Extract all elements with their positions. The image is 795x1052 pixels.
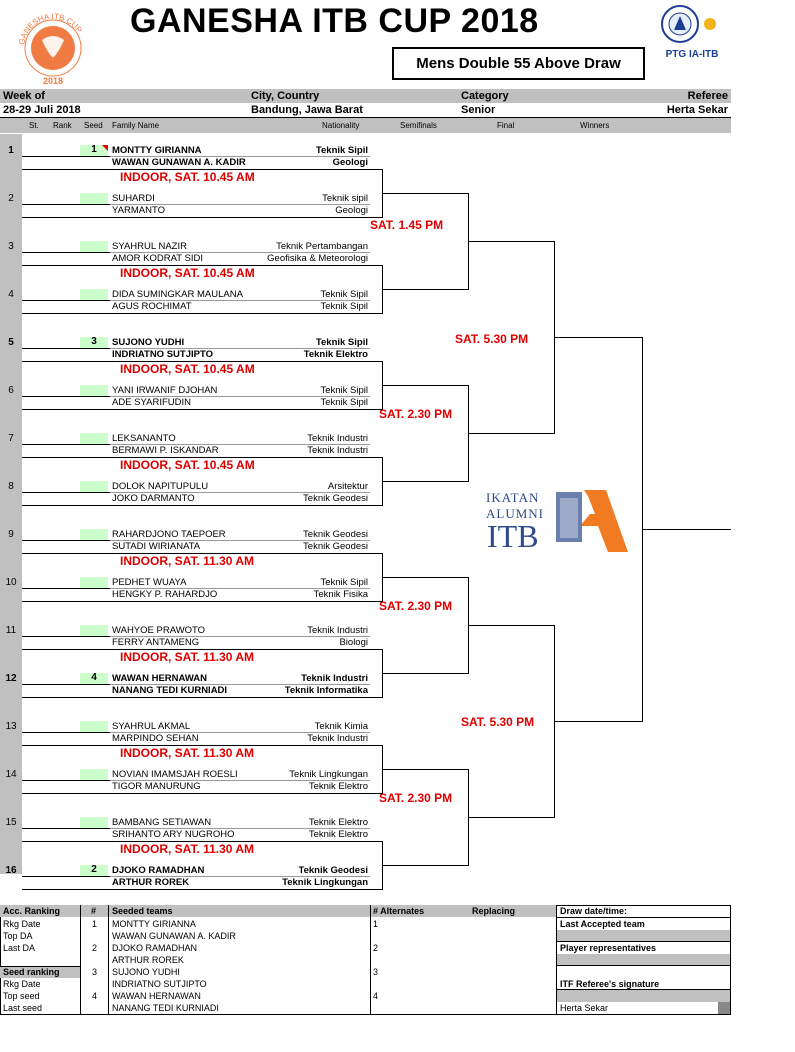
bracket-connector xyxy=(554,721,642,722)
player-name: LEKSANANTO xyxy=(112,433,176,444)
header-row-labels xyxy=(0,89,731,103)
match-time: SAT. 1.45 PM xyxy=(370,218,444,232)
player-affiliation: Teknik Sipil xyxy=(315,337,368,348)
position-number: 2 xyxy=(8,193,14,204)
replacing-label: Replacing xyxy=(472,906,516,916)
player-affiliation: Teknik Industri xyxy=(307,445,368,456)
player-name: SUHARDI xyxy=(112,193,155,204)
svg-text:GANESHA ITB CUP: GANESHA ITB CUP xyxy=(17,11,84,46)
match-time: SAT. 2.30 PM xyxy=(379,407,453,421)
signature-box xyxy=(718,1002,730,1014)
bracket-connector xyxy=(468,625,554,626)
week-value: 28-29 Juli 2018 xyxy=(3,104,81,116)
draw-slot-line xyxy=(22,780,110,781)
player-affiliation: Teknik Lingkungan xyxy=(282,877,368,888)
svg-text:PTG IA-ITB: PTG IA-ITB xyxy=(665,49,719,60)
footer-divider xyxy=(80,905,81,1015)
col-winners: Winners xyxy=(580,121,610,130)
bracket-connector xyxy=(382,577,468,578)
seed-number: 2 xyxy=(91,864,97,875)
alternate-number: 1 xyxy=(373,919,379,929)
bracket-connector xyxy=(382,481,468,482)
position-number: 12 xyxy=(5,673,17,684)
player-affiliation: Teknik Elektro xyxy=(308,781,368,792)
header-row-values xyxy=(0,103,731,117)
player-name: ADE SYARIFUDIN xyxy=(112,397,192,408)
draw-subtitle: Mens Double 55 Above Draw xyxy=(392,47,645,80)
player-name: DIDA SUMINGKAR MAULANA xyxy=(112,289,243,300)
player-name: FERRY ANTAMENG xyxy=(112,637,200,648)
seed-number: 2 xyxy=(92,943,98,953)
col-semifinals: Semifinals xyxy=(400,121,437,130)
player-affiliation: Teknik Industri xyxy=(307,625,368,636)
match-time: INDOOR, SAT. 11.30 AM xyxy=(120,842,255,856)
svg-text:2018: 2018 xyxy=(42,76,64,86)
seeded-player: NANANG TEDI KURNIADI xyxy=(112,1003,219,1013)
player-affiliation: Teknik Industri xyxy=(301,673,368,684)
bracket-connector xyxy=(382,289,468,290)
footer-shade xyxy=(557,954,730,965)
bracket-connector xyxy=(382,385,468,386)
draw-slot-line xyxy=(22,300,110,301)
draw-slot-line xyxy=(22,876,110,877)
player-name: SUTADI WIRIANATA xyxy=(112,541,201,552)
alumni-a-icon xyxy=(550,490,628,552)
bracket-connector xyxy=(468,817,554,818)
last-accepted-label: Last Accepted team xyxy=(560,919,645,929)
match-time: SAT. 5.30 PM xyxy=(461,715,535,729)
seed-box xyxy=(80,769,108,780)
player-affiliation: Teknik Sipil xyxy=(320,385,368,396)
player-name: SYAHRUL NAZIR xyxy=(112,241,187,252)
position-number: 5 xyxy=(8,337,14,348)
city-value: Bandung, Jawa Barat xyxy=(251,104,363,116)
seed-box xyxy=(80,481,108,492)
page-title: GANESHA ITB CUP 2018 xyxy=(130,2,539,40)
seed-number: 4 xyxy=(91,672,97,683)
bracket-connector xyxy=(382,769,468,770)
position-number: 14 xyxy=(5,769,17,780)
bracket-connector xyxy=(468,433,554,434)
sponsor-line1: IKATAN xyxy=(486,490,540,505)
player-name: AGUS ROCHIMAT xyxy=(112,301,192,312)
column-headers xyxy=(0,118,731,133)
player-name: NOVIAN IMAMSJAH ROESLI xyxy=(112,769,238,780)
draw-slot-line xyxy=(22,889,382,890)
seed-box xyxy=(80,577,108,588)
draw-slot-line xyxy=(22,828,110,829)
player-name: WAWAN GUNAWAN A. KADIR xyxy=(112,157,246,168)
draw-slot-line xyxy=(22,684,110,685)
player-name: SRIHANTO ARY NUGROHO xyxy=(112,829,235,840)
player-affiliation: Teknik Industri xyxy=(307,433,368,444)
player-affiliation: Teknik Sipil xyxy=(315,145,368,156)
footer-divider xyxy=(370,905,371,1015)
player-name: DJOKO RAMADHAN xyxy=(112,865,205,876)
hash-label: # xyxy=(91,906,97,916)
seed-ranking-label: Seed ranking xyxy=(3,967,60,977)
draw-slot-line xyxy=(22,793,382,794)
player-affiliation: Teknik Industri xyxy=(307,733,368,744)
match-time: INDOOR, SAT. 11.30 AM xyxy=(120,650,255,664)
position-number: 3 xyxy=(8,241,14,252)
position-number: 13 xyxy=(5,721,17,732)
alternate-number: 2 xyxy=(373,943,379,953)
alternates-label: # Alternates xyxy=(373,906,425,916)
tournament-logo xyxy=(14,6,92,86)
seed-box xyxy=(80,529,108,540)
acc-ranking-label: Acc. Ranking xyxy=(3,906,61,916)
seed-box xyxy=(80,193,108,204)
week-label: Week of xyxy=(3,90,45,102)
sponsor-line3: ITB xyxy=(487,518,539,554)
player-name: BAMBANG SETIAWAN xyxy=(112,817,212,828)
player-affiliation: Biologi xyxy=(339,637,368,648)
position-number: 7 xyxy=(8,433,14,444)
seeded-player: DJOKO RAMADHAN xyxy=(112,943,198,953)
match-time: INDOOR, SAT. 10.45 AM xyxy=(120,170,255,184)
player-affiliation: Teknik Elektro xyxy=(303,349,368,360)
player-affiliation: Geofisika & Meteorologi xyxy=(267,253,368,264)
bracket-connector xyxy=(382,193,468,194)
seed-box xyxy=(80,385,108,396)
position-number: 6 xyxy=(8,385,14,396)
bracket-connector xyxy=(468,241,554,242)
position-number: 10 xyxy=(5,577,17,588)
draw-date-label: Draw date/time: xyxy=(560,906,628,916)
player-affiliation: Teknik Geodesi xyxy=(303,493,368,504)
draw-slot-line xyxy=(22,156,110,157)
seed-box xyxy=(80,289,108,300)
winner-line xyxy=(642,529,731,530)
position-number: 1 xyxy=(8,145,14,156)
position-number: 15 xyxy=(5,817,17,828)
player-name: SUJONO YUDHI xyxy=(112,337,185,348)
player-affiliation: Geologi xyxy=(332,157,368,168)
draw-slot-line xyxy=(22,444,110,445)
player-affiliation: Teknik Lingkungan xyxy=(289,769,368,780)
seed-number: 1 xyxy=(92,919,98,929)
player-name: MARPINDO SEHAN xyxy=(112,733,199,744)
seed-box xyxy=(80,433,108,444)
draw-slot-line xyxy=(22,601,382,602)
position-number: 16 xyxy=(5,865,17,876)
player-name: INDRIATNO SUTJIPTO xyxy=(112,349,213,360)
bracket-connector xyxy=(382,865,468,866)
col-final: Final xyxy=(497,121,515,130)
category-label: Category xyxy=(461,90,509,102)
player-affiliation: Geologi xyxy=(335,205,368,216)
col-seed: Seed xyxy=(84,121,103,130)
sponsor-logo xyxy=(484,488,630,554)
footer-shade xyxy=(557,930,730,941)
category-value: Senior xyxy=(461,104,496,116)
player-affiliation: Teknik Sipil xyxy=(320,301,368,312)
draw-slot-line xyxy=(22,204,110,205)
last-seed-label: Last seed xyxy=(3,1003,43,1013)
draw-slot-line xyxy=(22,540,110,541)
rkg-date-label: Rkg Date xyxy=(3,979,41,989)
player-name: WAHYOE PRAWOTO xyxy=(112,625,206,636)
draw-slot-line xyxy=(22,697,382,698)
match-time: SAT. 5.30 PM xyxy=(455,332,529,346)
footer-divider xyxy=(108,905,109,1015)
player-affiliation: Teknik Pertambangan xyxy=(276,241,368,252)
city-label: City, Country xyxy=(251,90,320,102)
player-affiliation: Teknik Sipil xyxy=(320,289,368,300)
alternate-number: 4 xyxy=(373,991,379,1001)
sponsor-line2: ALUMNI xyxy=(486,506,544,521)
player-affiliation: Teknik Geodesi xyxy=(298,865,368,876)
seeded-player: INDRIATNO SUTJIPTO xyxy=(112,979,207,989)
seed-box xyxy=(80,817,108,828)
player-affiliation: Teknik Elektro xyxy=(308,829,368,840)
alternate-number: 3 xyxy=(373,967,379,977)
player-name: JOKO DARMANTO xyxy=(112,493,195,504)
itf-signature-label: ITF Referee's signature xyxy=(560,979,660,989)
referee-name: Herta Sekar xyxy=(560,1003,609,1013)
footer-divider xyxy=(556,917,731,918)
top-seed-label: Top seed xyxy=(3,991,40,1001)
position-number: 11 xyxy=(5,625,17,636)
bracket-connector xyxy=(382,673,468,674)
seeded-teams-label: Seeded teams xyxy=(112,906,173,916)
player-affiliation: Teknik Geodesi xyxy=(303,529,368,540)
player-name: RAHARDJONO TAEPOER xyxy=(112,529,226,540)
footer-divider xyxy=(556,941,731,942)
player-name: AMOR KODRAT SIDI xyxy=(112,253,203,264)
col-nationality: Nationality xyxy=(322,121,360,130)
player-affiliation: Teknik Informatika xyxy=(284,685,368,696)
player-name: PEDHET WUAYA xyxy=(112,577,187,588)
draw-slot-line xyxy=(22,505,382,506)
position-number: 9 xyxy=(8,529,14,540)
comment-marker-icon xyxy=(102,145,108,151)
seeded-player: WAWAN HERNAWAN xyxy=(112,991,201,1001)
seeded-player: WAWAN GUNAWAN A. KADIR xyxy=(112,931,236,941)
match-time: INDOOR, SAT. 11.30 AM xyxy=(120,554,255,568)
referee-label: Referee xyxy=(687,90,728,102)
seed-number: 1 xyxy=(91,144,97,155)
seed-number: 3 xyxy=(91,336,97,347)
seed-box xyxy=(80,625,108,636)
player-affiliation: Teknik Fisika xyxy=(313,589,368,600)
match-time: INDOOR, SAT. 10.45 AM xyxy=(120,458,255,472)
seeded-player: MONTTY GIRIANNA xyxy=(112,919,196,929)
col-rank: Rank xyxy=(53,121,72,130)
player-name: YANI IRWANIF DJOHAN xyxy=(112,385,218,396)
player-affiliation: Arsitektur xyxy=(327,481,368,492)
seed-box xyxy=(80,721,108,732)
position-number: 8 xyxy=(8,481,14,492)
player-name: DOLOK NAPITUPULU xyxy=(112,481,209,492)
match-time: INDOOR, SAT. 10.45 AM xyxy=(120,266,255,280)
draw-slot-line xyxy=(22,588,110,589)
footer-divider xyxy=(556,965,731,966)
draw-slot-line xyxy=(22,409,382,410)
player-name: BERMAWI P. ISKANDAR xyxy=(112,445,219,456)
seed-number: 3 xyxy=(92,967,98,977)
player-name: NANANG TEDI KURNIADI xyxy=(112,685,228,696)
ptg-logo xyxy=(652,4,732,62)
rkg-date-label: Rkg Date xyxy=(3,919,41,929)
seed-box xyxy=(80,241,108,252)
position-number: 4 xyxy=(8,289,14,300)
draw-slot-line xyxy=(22,313,382,314)
player-name: YARMANTO xyxy=(112,205,165,216)
player-affiliation: Teknik sipil xyxy=(322,193,368,204)
last-da-label: Last DA xyxy=(3,943,36,953)
top-da-label: Top DA xyxy=(3,931,33,941)
draw-slot-line xyxy=(22,732,110,733)
player-affiliation: Teknik Sipil xyxy=(320,397,368,408)
draw-slot-line xyxy=(22,636,110,637)
match-time: SAT. 2.30 PM xyxy=(379,599,453,613)
col-family: Family Name xyxy=(112,121,160,130)
draw-slot-line xyxy=(22,396,110,397)
draw-slot-line xyxy=(22,217,382,218)
col-st: St. xyxy=(29,121,39,130)
player-affiliation: Teknik Sipil xyxy=(320,577,368,588)
player-affiliation: Teknik Elektro xyxy=(308,817,368,828)
seeded-player: SUJONO YUDHI xyxy=(112,967,180,977)
player-name: MONTTY GIRIANNA xyxy=(112,145,202,156)
match-time: INDOOR, SAT. 10.45 AM xyxy=(120,362,255,376)
draw-slot-line xyxy=(22,252,110,253)
bracket-connector xyxy=(554,337,642,338)
player-name: SYAHRUL AKMAL xyxy=(112,721,191,732)
referee-value: Herta Sekar xyxy=(666,104,728,116)
player-representatives-label: Player representatives xyxy=(560,943,657,953)
seeded-player: ARTHUR ROREK xyxy=(112,955,184,965)
player-name: WAWAN HERNAWAN xyxy=(112,673,207,684)
footer-shade xyxy=(557,990,730,1002)
player-affiliation: Teknik Geodesi xyxy=(303,541,368,552)
player-name: ARTHUR ROREK xyxy=(112,877,190,888)
player-name: TIGOR MANURUNG xyxy=(112,781,201,792)
match-time: SAT. 2.30 PM xyxy=(379,791,453,805)
draw-slot-line xyxy=(22,492,110,493)
seed-number: 4 xyxy=(92,991,98,1001)
match-time: INDOOR, SAT. 11.30 AM xyxy=(120,746,255,760)
player-affiliation: Teknik Kimia xyxy=(314,721,368,732)
draw-slot-line xyxy=(22,348,110,349)
player-name: HENGKY P. RAHARDJO xyxy=(112,589,218,600)
